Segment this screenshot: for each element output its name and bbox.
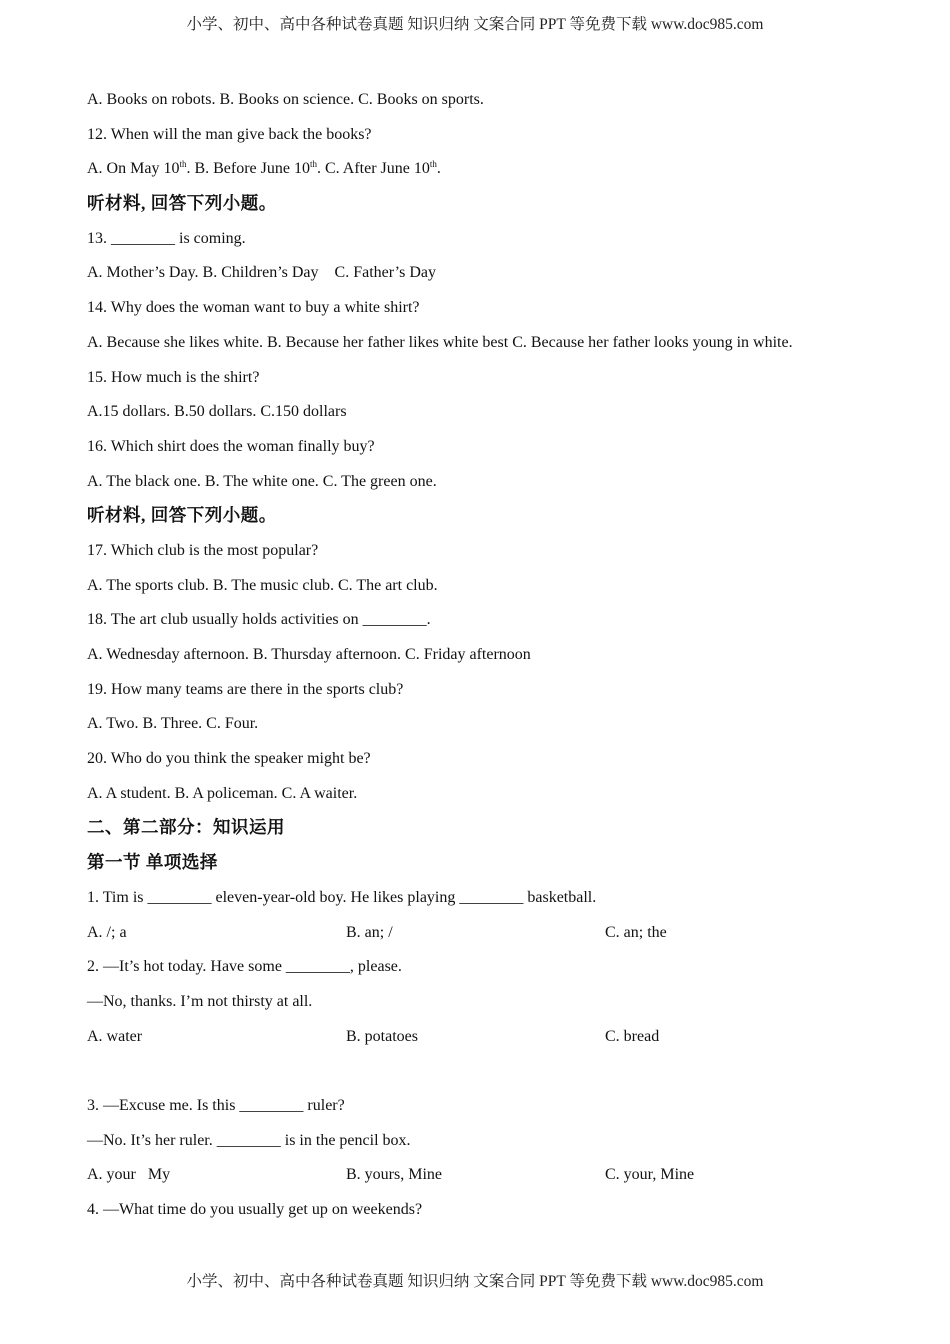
p2-question: 2. —It’s hot today. Have some ________, please. (87, 958, 402, 976)
section-heading-listening-1: 听材料, 回答下列小题。 (87, 193, 277, 214)
q20-question: 20. Who do you think the speaker might be? (87, 750, 371, 768)
p3-option-a: A. your My (87, 1166, 171, 1184)
part2-heading: 二、第二部分：知识运用 (87, 817, 285, 838)
q15-question: 15. How much is the shirt? (87, 368, 260, 386)
q18-options: A. Wednesday afternoon. B. Thursday afternoon. C. Friday afternoon (87, 646, 531, 663)
p1-option-b: B. an; / (346, 923, 393, 941)
section1-heading: 第一节 单项选择 (87, 852, 218, 873)
q15-options: A.15 dollars. B.50 dollars. C.150 dollars (87, 403, 347, 421)
q13-question: 13. ________ is coming. (87, 229, 246, 247)
superscript-th: th (309, 159, 317, 170)
q19-question: 19. How many teams are there in the sports club? (87, 680, 404, 698)
p4-question: 4. —What time do you usually get up on weekends? (87, 1201, 423, 1218)
p1-question: 1. Tim is ________ eleven-year-old boy. He likes playing ________ basketball. (87, 888, 597, 906)
p3-option-b: B. yours, Mine (346, 1166, 442, 1184)
q14-options: A. Because she likes white. B. Because her father likes white best C. Because her father looks young in white. (87, 333, 793, 351)
p1-option-c: C. an; the (605, 923, 667, 941)
p2-reply: —No, thanks. I’m not thirsty at all. (87, 992, 313, 1010)
p2-option-b: B. potatoes (346, 1027, 418, 1045)
q20-options: A. A student. B. A policeman. C. A waiter. (87, 784, 358, 802)
p3-reply: —No. It’s her ruler. ________ is in the pencil box. (87, 1131, 411, 1149)
p3-option-c: C. your, Mine (605, 1166, 695, 1184)
q13-options: A. Mother’s Day. B. Children’s Day C. Father’s Day (87, 264, 436, 282)
p1-options (87, 921, 887, 956)
q14-question: 14. Why does the woman want to buy a white shirt? (87, 299, 420, 317)
q12-question: 12. When will the man give back the books? (87, 125, 372, 143)
spacer (87, 1059, 887, 1094)
q19-options: A. Two. B. Three. C. Four. (87, 715, 259, 733)
p2-option-a: A. water (87, 1027, 143, 1045)
exam-content (87, 88, 887, 1233)
p2-options (87, 1025, 887, 1060)
superscript-th: th (179, 159, 187, 170)
q17-options: A. The sports club. B. The music club. C. The art club. (87, 576, 438, 594)
superscript-th: th (429, 159, 437, 170)
q12-options: A. On May 10th. B. Before June 10th. C. After June 10th. (87, 159, 441, 178)
q18-question: 18. The art club usually holds activities on ________. (87, 611, 431, 629)
p1-option-a: A. /; a (87, 923, 127, 941)
q17-question: 17. Which club is the most popular? (87, 541, 319, 559)
section-heading-listening-2: 听材料, 回答下列小题。 (87, 505, 277, 526)
q11-options: A. Books on robots. B. Books on science. C. Books on sports. (87, 91, 484, 108)
q16-question: 16. Which shirt does the woman finally buy? (87, 437, 375, 455)
q16-options: A. The black one. B. The white one. C. The green one. (87, 472, 437, 490)
page-header: 小学、初中、高中各种试卷真题 知识归纳 文案合同 PPT 等免费下载 www.doc985.com (186, 16, 764, 33)
page-footer: 小学、初中、高中各种试卷真题 知识归纳 文案合同 PPT 等免费下载 www.doc985.com (186, 1273, 764, 1290)
p3-question: 3. —Excuse me. Is this ________ ruler? (87, 1096, 345, 1114)
p3-options (87, 1163, 887, 1198)
p2-option-c: C. bread (605, 1027, 660, 1045)
